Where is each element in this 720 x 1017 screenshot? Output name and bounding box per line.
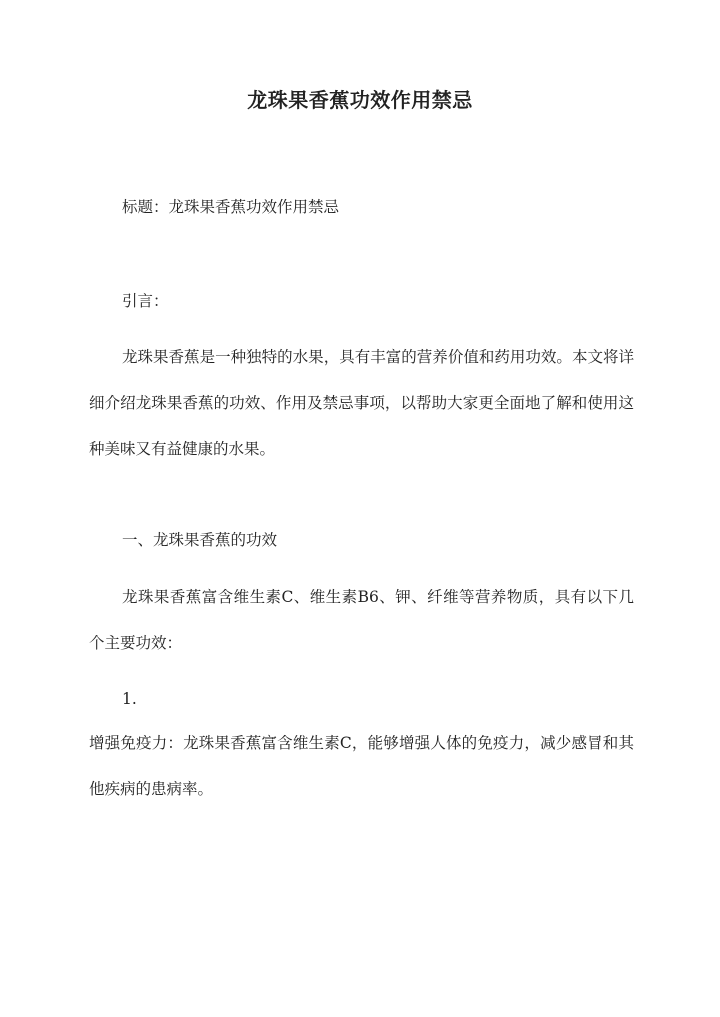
intro-paragraph: 龙珠果香蕉是一种独特的水果，具有丰富的营养价值和药用功效。本文将详细介绍龙珠果香蕉的功效、作用及禁忌事项，以帮助大家更全面地了解和使用这种美味又有益健康的水果。 [89,348,634,458]
list-item-text: 增强免疫力：龙珠果香蕉富含维生素C，能够增强人体的免疫力，减少感冒和其他疾病的患病率。 [89,734,634,798]
list-item-number: 1. [122,690,137,708]
intro-label: 引言： [122,292,169,310]
section-paragraph: 龙珠果香蕉富含维生素C、维生素B6、钾、纤维等营养物质，具有以下几个主要功效： [89,588,634,652]
heading-label: 标题：龙珠果香蕉功效作用禁忌 [122,198,340,216]
document-title: 龙珠果香蕉功效作用禁忌 [247,88,473,112]
section-heading: 一、龙珠果香蕉的功效 [122,531,278,549]
